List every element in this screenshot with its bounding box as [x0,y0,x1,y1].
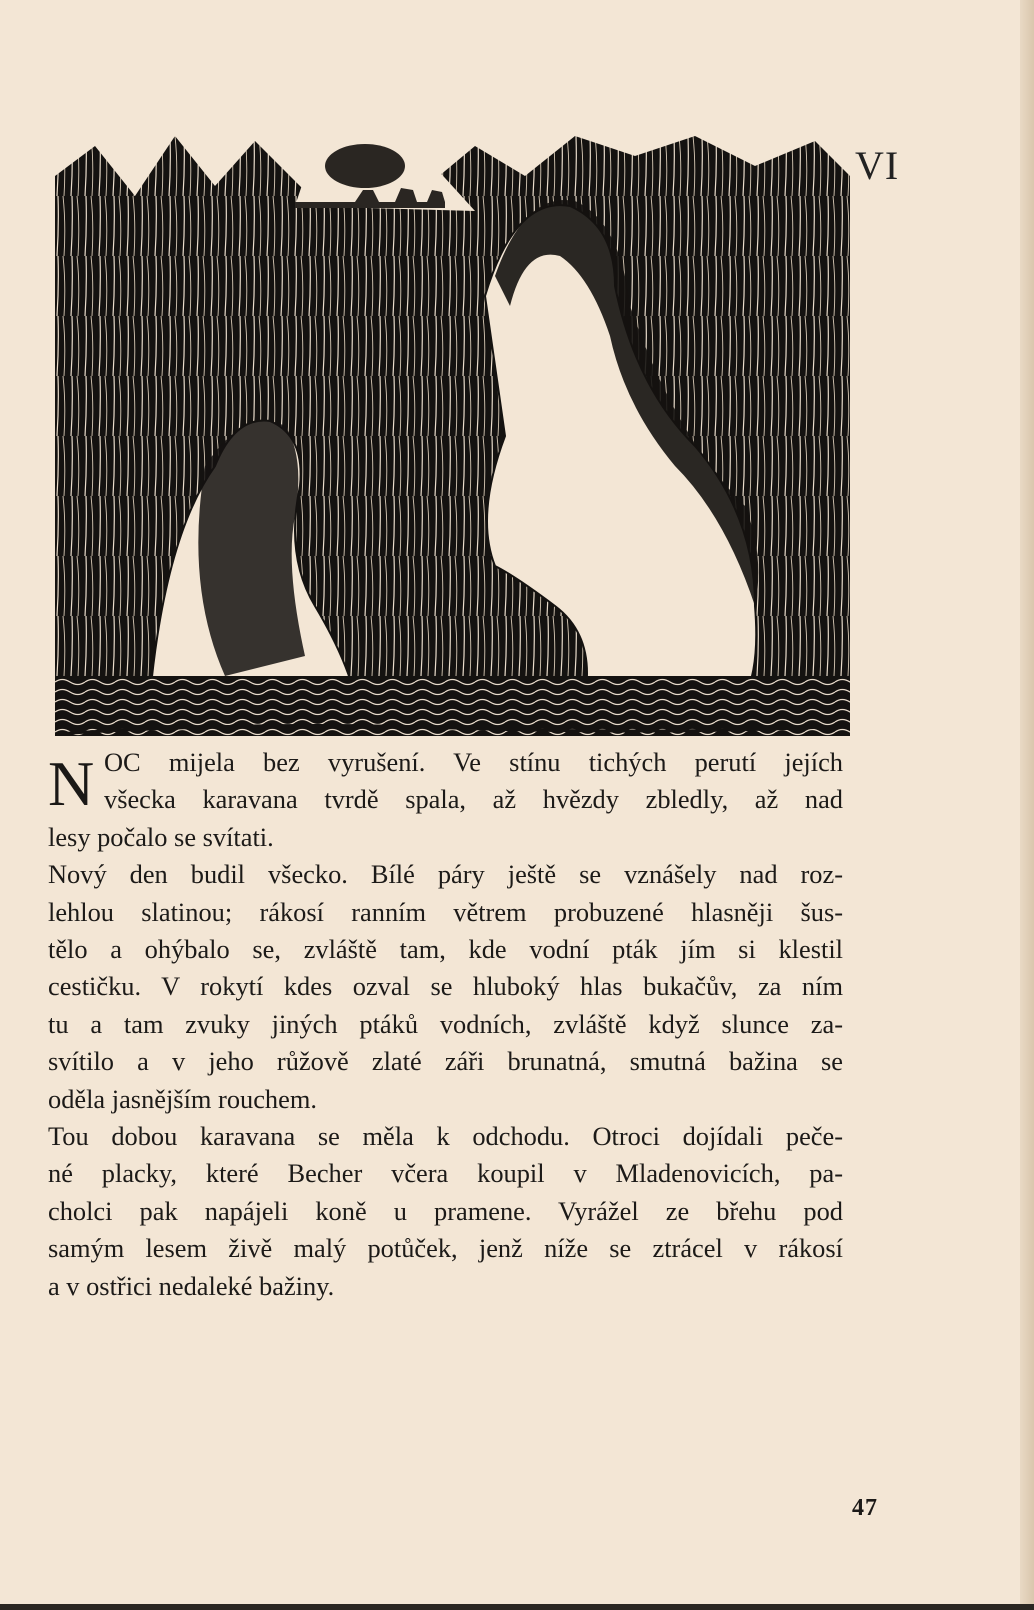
page-number: 47 [852,1495,878,1521]
page-edge [1020,0,1034,1610]
bottom-edge [0,1604,1034,1610]
text-line: všecka karavana tvrdě spala, až hvězdy zbledly, až nad [104,784,843,815]
text-line: cholci pak napájeli koně u pramene. Vyrážel ze břehu pod [48,1195,843,1226]
woodcut-illustration [55,136,850,736]
text-line: cestičku. V rokytí kdes ozval se hluboký hlas bukačův, za ním [48,971,843,1002]
text-line: samým lesem živě malý potůček, jenž níže se ztrácel v rákosí [48,1233,843,1264]
text-line: lehlou slatinou; rákosí ranním větrem probuzené hlasněji šus- [48,896,843,927]
text-line: Nový den budil všecko. Bílé páry ještě se vznášely nad roz- [48,859,843,890]
text-line: tu a tam zvuky jiných ptáků vodních, zvláště když slunce za- [48,1008,843,1039]
text-line: Tou dobou karavana se měla k odchodu. Otroci dojídali peče- [48,1121,843,1152]
text-line: a v ostřici nedaleké bažiny. [48,1270,335,1301]
text-line: OC mijela bez vyrušení. Ve stínu tichých perutí jejích [104,747,843,777]
drop-cap: N [48,748,95,819]
paragraph-2 [48,856,843,1118]
text-line: oděla jasnějším rouchem. [48,1083,317,1114]
paragraph-1 [48,744,843,856]
text-line: tělo a ohýbalo se, zvláště tam, kde vodní pták jím si klestil [48,934,843,965]
body-text [48,744,843,1305]
chapter-number: VI [855,143,900,188]
text-line: svítilo a v jeho růžově zlaté záři brunatná, smutná bažina se [48,1046,843,1077]
text-line: lesy počalo se svítati. [48,821,274,852]
text-line: né placky, které Becher včera koupil v Mladenovicích, pa- [48,1158,843,1189]
paragraph-3 [48,1118,843,1305]
